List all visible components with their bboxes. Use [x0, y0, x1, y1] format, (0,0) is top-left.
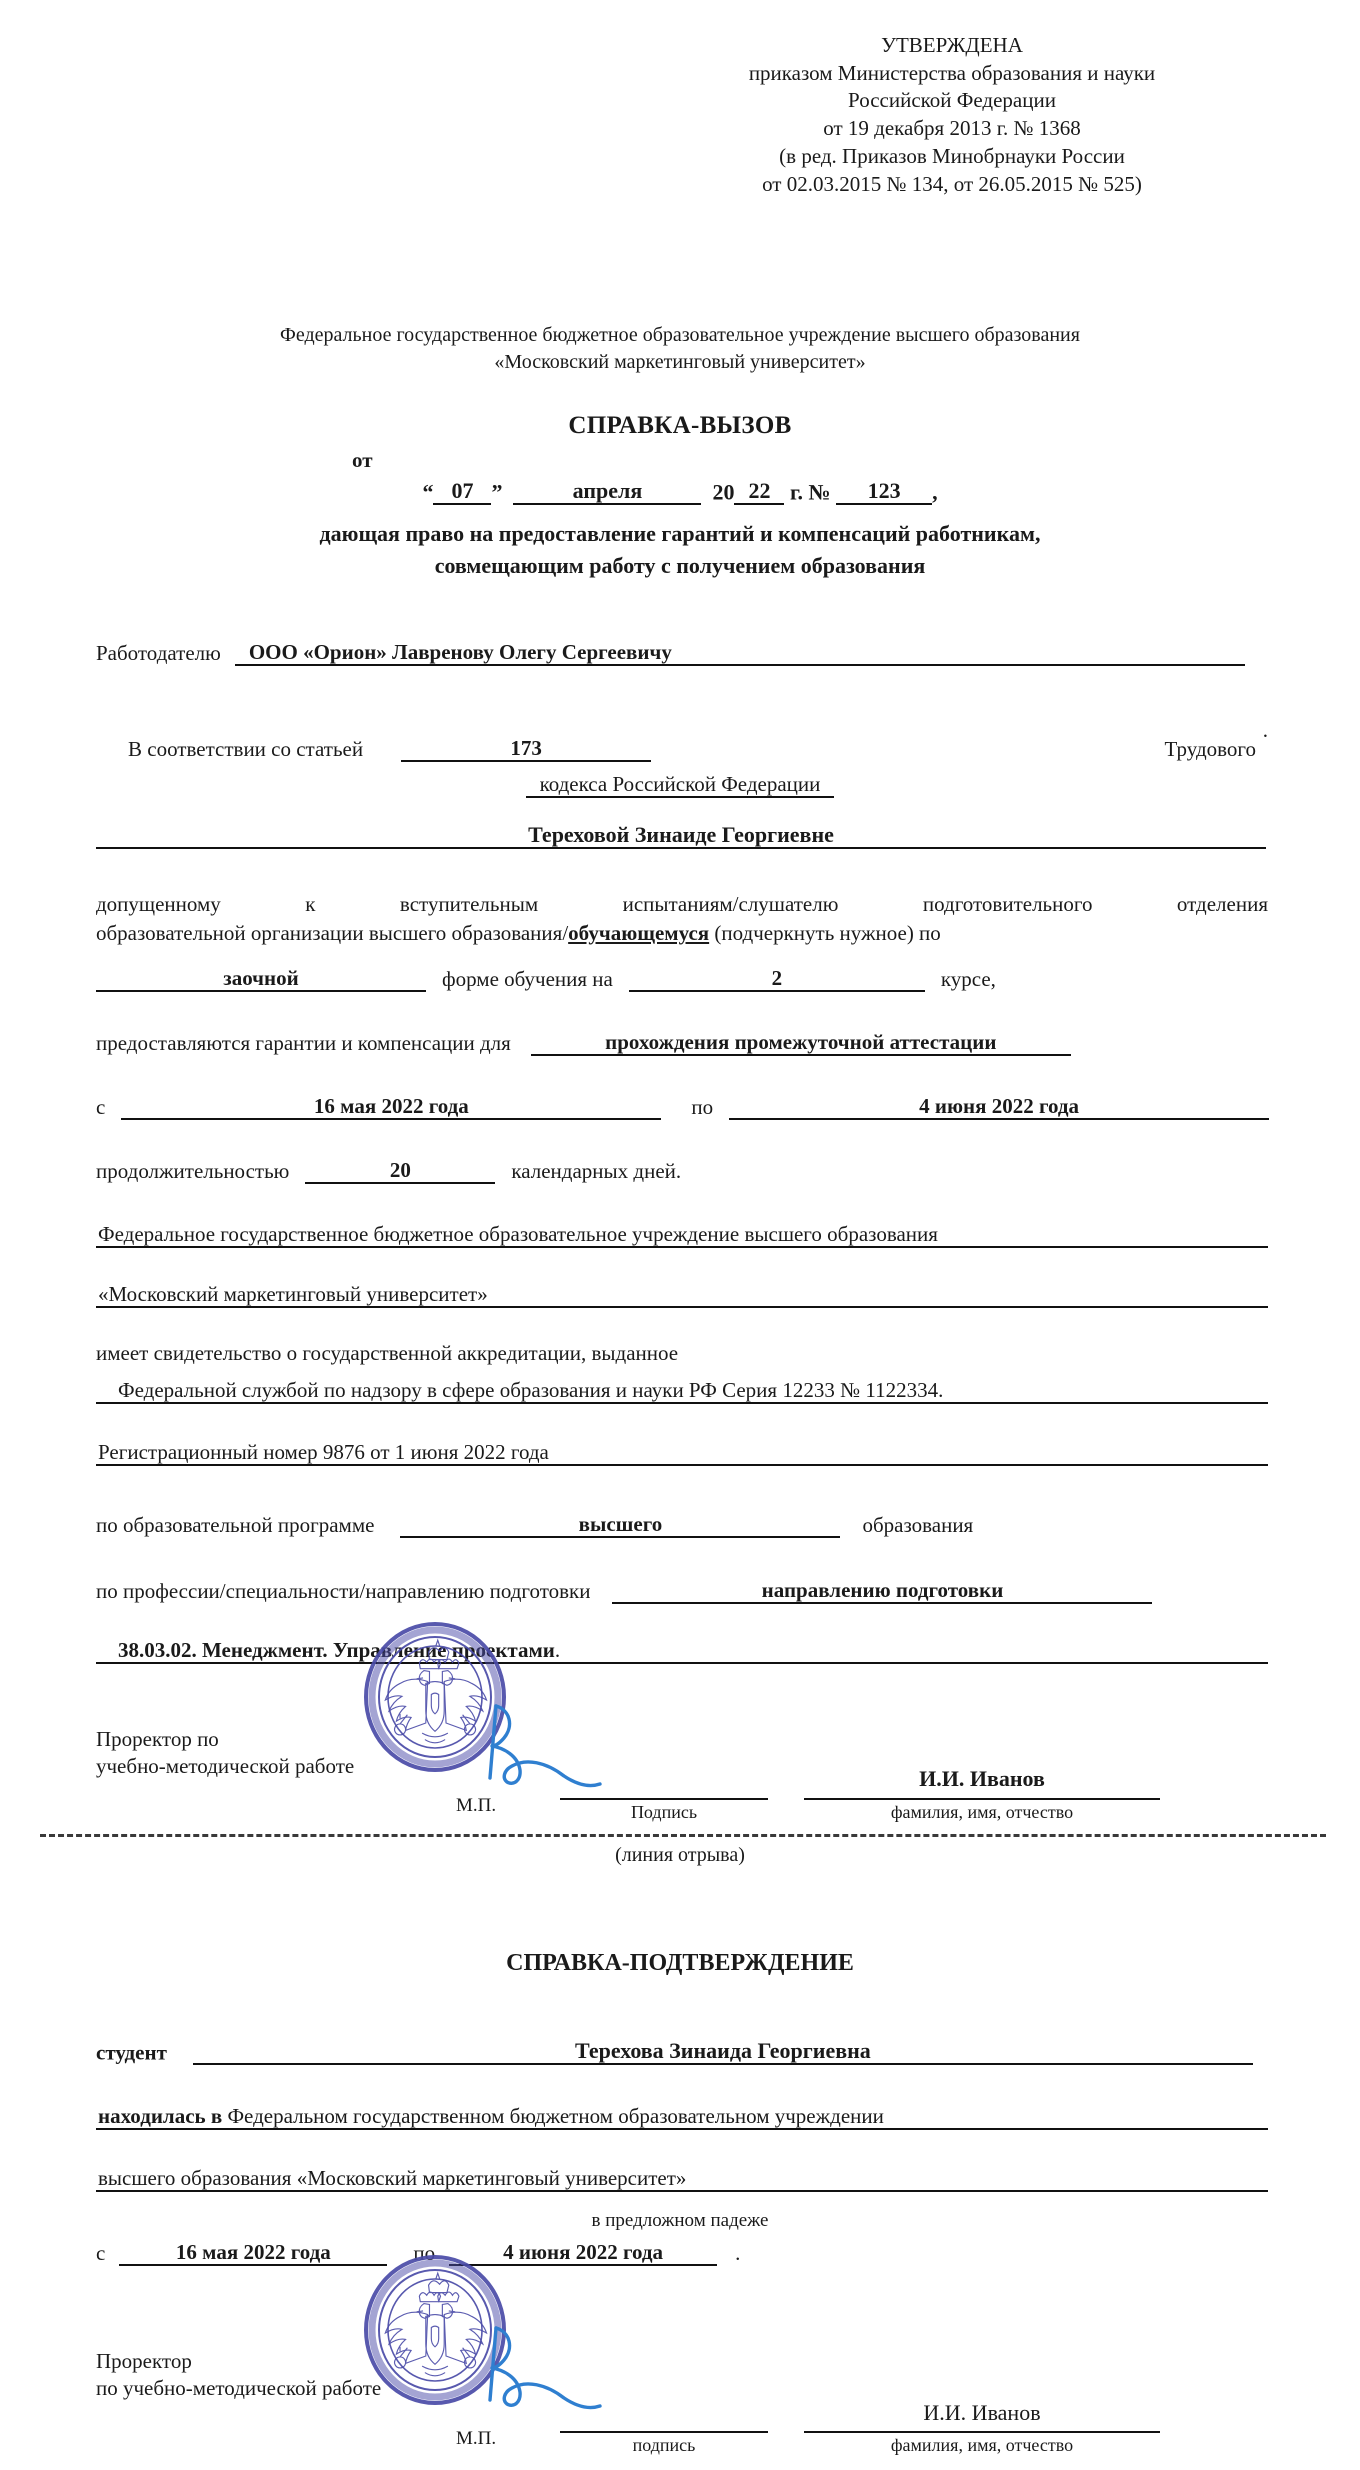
code-row [0, 772, 1360, 798]
employer-label: Работодателю [96, 641, 221, 665]
institution-line-1: Федеральное государственное бюджетное образовательное учреждение высшего образования [280, 324, 1080, 346]
employer-field[interactable]: ООО «Орион» Лавренову Олегу Сергеевичу [235, 640, 1245, 666]
period-from-field[interactable]: 16 мая 2022 года [121, 1094, 661, 1120]
period-from-label: с [96, 1095, 106, 1119]
specialty-label: по профессии/специальности/направлению подготовки [96, 1579, 591, 1603]
signature-block-1 [96, 1690, 1276, 1830]
paragraph-line-2 [96, 919, 1268, 948]
confirmation-location-field-2[interactable]: высшего образования «Московский маркетинговый университет» [96, 2166, 1268, 2192]
year-prefix: 20 [712, 479, 735, 505]
document-number-field[interactable]: 123 [836, 478, 932, 505]
signer-post-1-line-2: учебно-методической работе [96, 1753, 355, 1778]
paragraph-emphasis: обучающемуся [568, 920, 710, 945]
program-tail-label: образования [862, 1513, 974, 1537]
accreditation-label: имеет свидетельство о государственной аккредитации, выданное [96, 1341, 679, 1365]
employer-row [96, 640, 1245, 666]
duration-row [96, 1158, 681, 1184]
subtitle-line-2: совмещающим работу с получением образования [434, 552, 926, 578]
approval-header [672, 32, 1232, 198]
period-to-label: по [691, 1095, 714, 1119]
article-label: В соответствии со статьей [128, 737, 364, 761]
article-row [128, 736, 1308, 762]
seal-place-label-2: М.П. [456, 2428, 497, 2449]
case-hint-label: в предложном падеже [591, 2210, 769, 2231]
document-date-row [0, 478, 1360, 505]
amendment-line-1: (в ред. Приказов Минобрнауки России [779, 143, 1125, 168]
subtitle-line-1: дающая право на предоставление гарантий и компенсаций работникам, [319, 521, 1041, 546]
confirmation-title: СПРАВКА-ПОДТВЕРЖДЕНИЕ [506, 1950, 854, 1976]
institution-line-2: «Московский маркетинговый университет» [494, 351, 866, 373]
registration-row [96, 1440, 1268, 1466]
specialty-code-tail: . [554, 1638, 561, 1663]
approval-line-2: приказом Министерства образования и науки [748, 60, 1156, 85]
signer-post-2-line-1: Проректор [96, 2349, 192, 2373]
org-line-1-field[interactable]: Федеральное государственное бюджетное образовательное учреждение высшего образования [96, 1222, 1268, 1248]
signer-post-2 [96, 2348, 381, 2402]
student-name-field[interactable]: Тереховой Зинаиде Георгиевне [96, 822, 1266, 849]
document-title: СПРАВКА-ВЫЗОВ [568, 412, 792, 439]
signature-block-2 [96, 2300, 1276, 2460]
confirmation-to-field[interactable]: 4 июня 2022 года [449, 2240, 717, 2266]
quote-close: ” [491, 479, 503, 505]
confirmation-from-field[interactable]: 16 мая 2022 года [119, 2240, 387, 2266]
year-suffix: г. № [789, 479, 831, 505]
eligibility-paragraph [96, 890, 1268, 948]
document-subtitle [0, 518, 1360, 582]
duration-field[interactable]: 20 [305, 1158, 495, 1184]
course-tail-label: курсе, [940, 967, 996, 991]
signature-rule-2 [560, 2431, 768, 2433]
confirmation-period-dot: . [735, 2241, 741, 2266]
tear-line-caption: (линия отрыва) [615, 1844, 745, 1866]
confirmation-location-row-1 [96, 2104, 1268, 2130]
program-field[interactable]: высшего [400, 1512, 840, 1538]
duration-label: продолжительностью [96, 1159, 290, 1183]
approval-line-1: УТВЕРЖДЕНА [881, 33, 1023, 57]
confirmation-student-label: студент [96, 2040, 167, 2065]
tear-line [40, 1834, 1326, 1837]
confirmation-student-row [96, 2038, 1253, 2065]
confirmation-location-row-2 [96, 2166, 1268, 2192]
day-field[interactable]: 07 [433, 478, 491, 505]
quote-open: “ [422, 479, 434, 505]
org-line-1-row [96, 1222, 1268, 1248]
institution-header [150, 322, 1210, 376]
program-label: по образовательной программе [96, 1513, 375, 1537]
approval-line-3: Российской Федерации [848, 88, 1056, 113]
confirmation-from-label: с [96, 2241, 106, 2266]
confirmation-to-label: по [413, 2241, 436, 2266]
guarantee-field[interactable]: прохождения промежуточной аттестации [531, 1030, 1071, 1056]
duration-tail-label: календарных дней. [511, 1159, 682, 1183]
guarantee-row [96, 1030, 1071, 1056]
paragraph-line-2-a: образовательной организации высшего образования/ [96, 920, 569, 945]
confirmation-location-label: находилась в [98, 2104, 223, 2128]
month-field[interactable]: апреля [513, 478, 701, 505]
program-row [96, 1512, 973, 1538]
signature-caption-1: Подпись [630, 1802, 698, 1822]
period-to-field[interactable]: 4 июня 2022 года [729, 1094, 1269, 1120]
article-label-right: Трудового [1164, 737, 1256, 761]
paragraph-line-1: допущенному к вступительным испытаниям/слушателю подготовительного отделения [96, 892, 1268, 916]
confirmation-student-field[interactable]: Терехова Зинаида Георгиевна [193, 2038, 1253, 2065]
seal-place-label-1: М.П. [456, 1795, 497, 1816]
code-field[interactable]: кодекса Российской Федерации [526, 772, 834, 798]
article-number-field[interactable]: 173 [401, 736, 651, 762]
confirmation-location-value-1: Федеральном государственном бюджетном образовательном учреждении [227, 2104, 884, 2128]
course-field[interactable]: 2 [629, 966, 925, 992]
specialty-code-row [96, 1638, 1268, 1664]
specialty-code-value: 38.03.02. Менеджмент. Управление проектами [118, 1638, 555, 1663]
amendment-line-2: от 02.03.2015 № 134, от 26.05.2015 № 525) [762, 171, 1142, 196]
signer-post-1-line-1: Проректор по [96, 1727, 219, 1751]
approval-line-4: от 19 декабря 2013 г. № 1368 [823, 116, 1081, 141]
accreditation-field[interactable]: Федеральной службой по надзору в сфере образования и науки РФ Серия 12233 № 1122334. [96, 1378, 1268, 1404]
stray-dot: . [1262, 718, 1268, 742]
signer-name-2: И.И. Иванов [923, 2400, 1041, 2425]
accreditation-row [96, 1378, 1268, 1404]
specialty-code-field[interactable] [96, 1638, 1268, 1664]
year-field[interactable]: 22 [734, 478, 784, 505]
name-caption-1: фамилия, имя, отчество [890, 1802, 1074, 1822]
specialty-row [96, 1578, 1152, 1604]
confirmation-location-field-1[interactable] [96, 2104, 1268, 2130]
name-rule-1 [804, 1798, 1160, 1800]
org-line-2-row [96, 1282, 1268, 1308]
from-word: от [352, 448, 373, 472]
registration-field[interactable]: Регистрационный номер 9876 от 1 июня 2022 года [96, 1440, 1268, 1466]
study-form-mid-label: форме обучения на [442, 967, 613, 991]
signer-post-2-line-2: по учебно-методической работе [96, 2375, 382, 2400]
signature-rule-1 [560, 1798, 768, 1800]
name-caption-2: фамилия, имя, отчество [890, 2435, 1074, 2455]
paragraph-line-2-b: (подчеркнуть нужное) по [709, 920, 941, 945]
guarantee-label: предоставляются гарантии и компенсации для [96, 1031, 511, 1055]
comma: , [932, 479, 938, 505]
specialty-field[interactable]: направлению подготовки [612, 1578, 1152, 1604]
org-line-2-field[interactable]: «Московский маркетинговый университет» [96, 1282, 1268, 1308]
study-form-field[interactable]: заочной [96, 966, 426, 992]
signer-post-1 [96, 1726, 354, 1780]
signer-name-1: И.И. Иванов [919, 1766, 1045, 1791]
period-row [96, 1094, 1269, 1120]
name-rule-2 [804, 2431, 1160, 2433]
student-row [96, 822, 1266, 849]
study-form-row [96, 966, 996, 992]
confirmation-period-row [96, 2240, 740, 2266]
signature-caption-2: подпись [632, 2435, 696, 2455]
